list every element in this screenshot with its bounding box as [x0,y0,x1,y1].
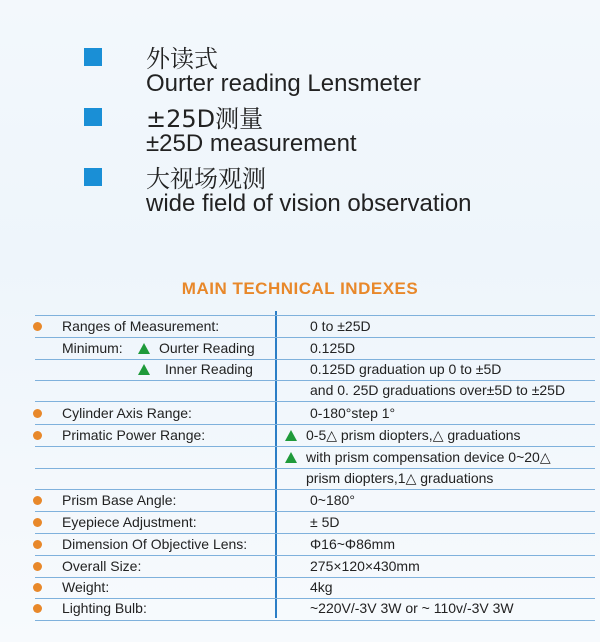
spec-value: 0~180° [310,492,355,508]
spec-row [0,425,600,446]
spec-value: 0-180°step 1° [310,405,396,421]
spec-row [0,359,600,380]
orange-dot-bullet-icon [33,518,42,527]
orange-dot-bullet-icon [33,562,42,571]
orange-dot-bullet-icon [33,496,42,505]
spec-label: Weight: [62,579,110,595]
row-divider [35,620,595,621]
orange-dot-bullet-icon [33,322,42,331]
spec-label: Prism Base Angle: [62,492,177,508]
green-triangle-icon [138,364,150,375]
row-divider [35,401,595,402]
feature-title-en: ±25D measurement [146,130,357,157]
feature-title-en: wide field of vision observation [146,190,472,217]
spec-value: with prism compensation device 0~20△ [306,449,551,465]
feature-title-zh: 大视场观测 [146,165,266,193]
orange-dot-bullet-icon [33,604,42,613]
spec-label: Ranges of Measurement: [62,318,220,334]
section-heading: MAIN TECHNICAL INDEXES [181,279,419,298]
spec-row [0,468,600,489]
spec-value: 4kg [310,579,333,595]
spec-label: Eyepiece Adjustment: [62,514,197,530]
spec-sublabel: Ourter Reading [159,340,255,356]
orange-dot-bullet-icon [33,431,42,440]
orange-dot-bullet-icon [33,409,42,418]
blue-square-bullet-icon [84,48,102,66]
spec-label: Minimum: [62,340,123,356]
spec-row [0,534,600,555]
spec-value: 0.125D graduation up 0 to ±5D [310,361,502,377]
blue-square-bullet-icon [84,108,102,126]
spec-value: 275×120×430mm [310,558,420,574]
spec-value: ± 5D [310,514,340,530]
feature-title-en: Ourter reading Lensmeter [146,70,421,97]
spec-table [0,311,600,642]
spec-row [0,380,600,401]
feature-title-zh: ±25D测量 [146,105,264,133]
spec-value: prism diopters,1△ graduations [306,470,494,486]
spec-row [0,490,600,511]
blue-square-bullet-icon [84,168,102,186]
spec-row [0,556,600,577]
spec-row [0,447,600,468]
green-triangle-icon [138,343,150,354]
orange-dot-bullet-icon [33,540,42,549]
spec-row [0,512,600,533]
orange-dot-bullet-icon [33,583,42,592]
spec-sublabel: Inner Reading [165,361,253,377]
green-triangle-icon [285,430,297,441]
spec-label: Dimension Of Objective Lens: [62,536,248,552]
spec-row [0,338,600,359]
feature-list [0,0,600,240]
green-triangle-icon [285,452,297,463]
spec-value: 0 to ±25D [310,318,371,334]
spec-row [0,403,600,424]
spec-value: and 0. 25D graduations over±5D to ±25D [310,382,566,398]
spec-label: Cylinder Axis Range: [62,405,192,421]
spec-label: Overall Size: [62,558,142,574]
spec-row [0,577,600,598]
spec-row [0,598,600,619]
spec-value: Φ16~Φ86mm [310,536,395,552]
spec-value: 0.125D [310,340,356,356]
spec-row [0,316,600,337]
spec-value: ~220V/-3V 3W or ~ 110v/-3V 3W [310,600,514,616]
feature-title-zh: 外读式 [146,45,218,73]
spec-label: Lighting Bulb: [62,600,147,616]
spec-label: Primatic Power Range: [62,427,206,443]
spec-value: 0-5△ prism diopters,△ graduations [306,427,521,443]
